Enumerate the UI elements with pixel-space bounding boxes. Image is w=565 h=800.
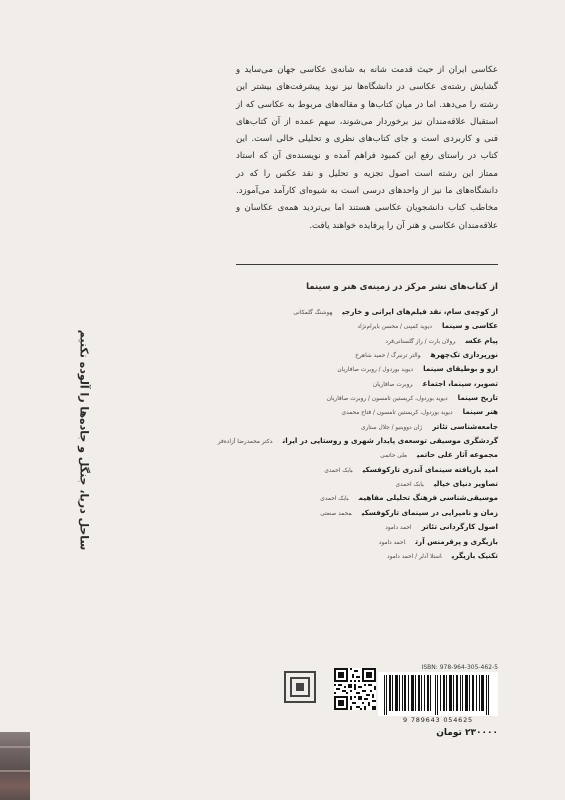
book-title: هنر سینما [462,407,498,417]
book-title: تصویر، سینما، اجتماع [422,378,498,388]
book-item [236,374,498,388]
book-item [217,431,498,446]
book-credit: علی حاتمی [380,453,407,460]
book-item [236,302,498,316]
book-item [236,359,498,373]
book-title: تصاویر دنیای خیالی [433,479,498,489]
book-title: تاریخ سینما [457,393,498,403]
book-title: زمان و نامیرایی در سینمای تارکوفسکی [361,507,498,517]
book-item [236,402,498,416]
book-title: از کوچه‌ی سام، نقد فیلم‌های ایرانی و خارجی [342,307,498,316]
book-credit: دیوید کمپنی / محسن بایرام‌نژاد [357,324,432,331]
book-title: موسیقی‌شناسی فرهنگ تحلیلی مفاهیم [358,493,498,503]
book-item [236,546,498,560]
publisher-logo-icon [284,671,316,703]
book-item [236,488,498,502]
book-credit: بابک احمدی [320,496,349,503]
book-credit: احمد دامود [385,525,412,532]
book-item [236,503,498,517]
book-credit: رولان بارت / راز گلستانی‌فرد [385,338,456,345]
book-title: پیام عکس [465,335,498,345]
spine-photo-strip [0,732,30,800]
book-item [236,460,498,474]
book-credit: بابک احمدی [324,467,353,474]
book-item [236,445,498,459]
book-credit: احمد دامود [378,539,406,546]
isbn-label: ISBN: 978-964-305-462-5 [421,664,498,671]
section-divider [236,264,498,265]
book-credit: دیوید بوردول، کریستین تامسون / فتاح محمدی [341,410,453,417]
price-label: ۲۳۰۰۰۰ تومان [436,728,498,738]
book-title: گردشگری موسیقی توسعه‌ی پایدار شهری و روستایی در ایران [282,436,498,446]
book-title: امید بازیافته سینمای آندری تارکوفسکی [362,464,498,474]
book-item [236,517,498,531]
book-credit: استلا آدلر / احمد دامود [387,553,442,560]
book-credit: هوشنگ گلمکانی [293,310,333,316]
book-credit: روبرت صافاریان [372,381,413,388]
book-credit: دیوید بوردول / روبرت صافاریان [337,367,414,374]
book-item [236,345,498,359]
book-title: بازیگری و پرفرمنس آرت [415,536,498,546]
book-title: مجموعه آثار علی حاتمی [416,450,498,460]
barcode-digits: 9 789643 054625 [403,716,473,724]
book-credit: دیوید بوردول، کریستین تامسون / روبرت صافاریان [326,396,448,403]
blurb-paragraph: عکاسی ایران از حیث قدمت شانه به شانه‌ی عکاسی جهان می‌ساید و گشایش رشته‌ی عکاسی در دانشگاه‌ها نیز نوید پیشرفت‌های بیشتر این رشته را می‌دهد. اما در میان کتاب‌ها و مقاله‌های مربوط به عکاسی که از استقبال علاقه‌مندان نیز برخوردار می‌شوند، سهم عمده از آن کتاب‌های فنی و کاربردی است و جای کتاب‌های نظری و تحلیلی خالی است. این کتاب در راستای رفع این کمبود فراهم آمده و نویسنده‌ی آن که استاد ممتاز این رشته است اصول تجزیه و تحلیل و نقد عکس را که در دانشگاه‌های ما نیز از واحدهای درسی است به شیوه‌ای کارآمد می‌آموزد. مخاطب کتاب دانشجویان عکاسی هستند اما بی‌تردید همه‌ی عکاسان و علاقه‌مندان عکاسی و هنر آن را پرفایده خواهند یافت. [236,65,498,231]
qr-code-icon [334,668,376,710]
books-heading: از کتاب‌های نشر مرکز در زمینه‌ی هنر و سینما [306,282,498,292]
book-item [236,417,498,431]
book-item [236,316,498,330]
book-credit: دکتر محمدرضا آزاده‌فر [217,439,273,446]
book-credit: بابک احمدی [395,482,424,489]
spine-text: ساحل دریا، جنگل و جاده‌ها را آلوده نکنیم [77,329,91,551]
book-item [236,331,498,345]
book-title: اصول کارگردانی تئاتر [421,522,498,532]
book-item [236,532,498,546]
book-title: تکنیک بازیگری [451,550,498,560]
book-title: عکاسی و سینما [441,321,498,331]
book-credit: ژان دووینیو / جلال ستاری [360,424,423,431]
book-item [236,474,498,488]
book-item [236,388,498,402]
book-title: ازو و بوطیقای سینما [423,364,498,374]
book-title: نورپردازی تک‌چهره [430,350,498,360]
books-list [217,302,498,560]
book-credit: والتر ترنبرگ / حمید شاهرخ [355,353,421,360]
barcode-icon [378,672,498,716]
book-title: جامعه‌شناسی تئاتر [432,421,498,431]
book-credit: محمد صنعتی [320,510,352,517]
